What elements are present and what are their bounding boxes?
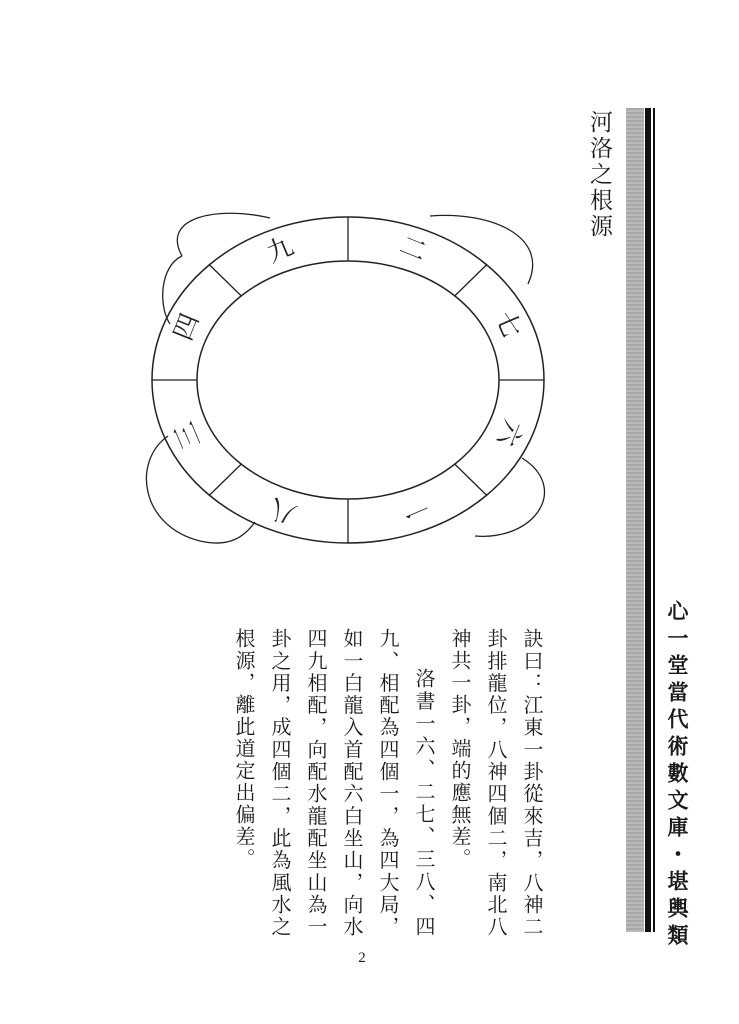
lobe-bottom-left — [146, 436, 255, 543]
ring-divider — [209, 464, 241, 495]
lobe-top-right — [430, 215, 533, 284]
ring-divider — [209, 265, 241, 296]
ring-label: 六 — [490, 415, 528, 451]
series-band-black-thin — [653, 108, 655, 932]
series-band-black-thick — [645, 108, 651, 932]
lobe-top-left — [177, 213, 270, 256]
diagram-spokes — [152, 217, 544, 543]
ring-label: 一 — [397, 490, 434, 529]
ring-label: 二 — [395, 230, 431, 269]
ring-label: 九 — [262, 231, 299, 270]
ring-divider — [455, 464, 487, 495]
section-title: 河洛之根源 — [586, 110, 612, 240]
ring-label: 八 — [265, 491, 301, 530]
inner-ring — [197, 261, 499, 499]
ring-label: 三 — [169, 417, 208, 453]
ring-label: 七 — [488, 307, 527, 343]
ring-divider — [455, 265, 487, 296]
hetu-luoshu-diagram — [130, 196, 570, 562]
paragraph-formula: 訣曰：江東一卦從來吉，八神二卦排龍位，八神四個二，南北八神共一卦，端的應無差。 — [448, 628, 544, 938]
series-title: 心一堂當代術數文庫・堪輿類 — [665, 600, 690, 951]
page-number: 2 — [358, 950, 366, 966]
series-band-gray — [626, 108, 644, 932]
diagram-labels — [168, 230, 527, 529]
body-text — [210, 628, 550, 938]
ring-label: 四 — [168, 309, 206, 345]
paragraph-luoshu: 洛書一六、二七、三八、四九、相配為四個一，為四大局，如一白龍入首配六白坐山，向水四九相配，向配水龍配坐山為一卦之用，成四個二，此為風水之根源，離此道定出偏差。 — [232, 628, 436, 938]
